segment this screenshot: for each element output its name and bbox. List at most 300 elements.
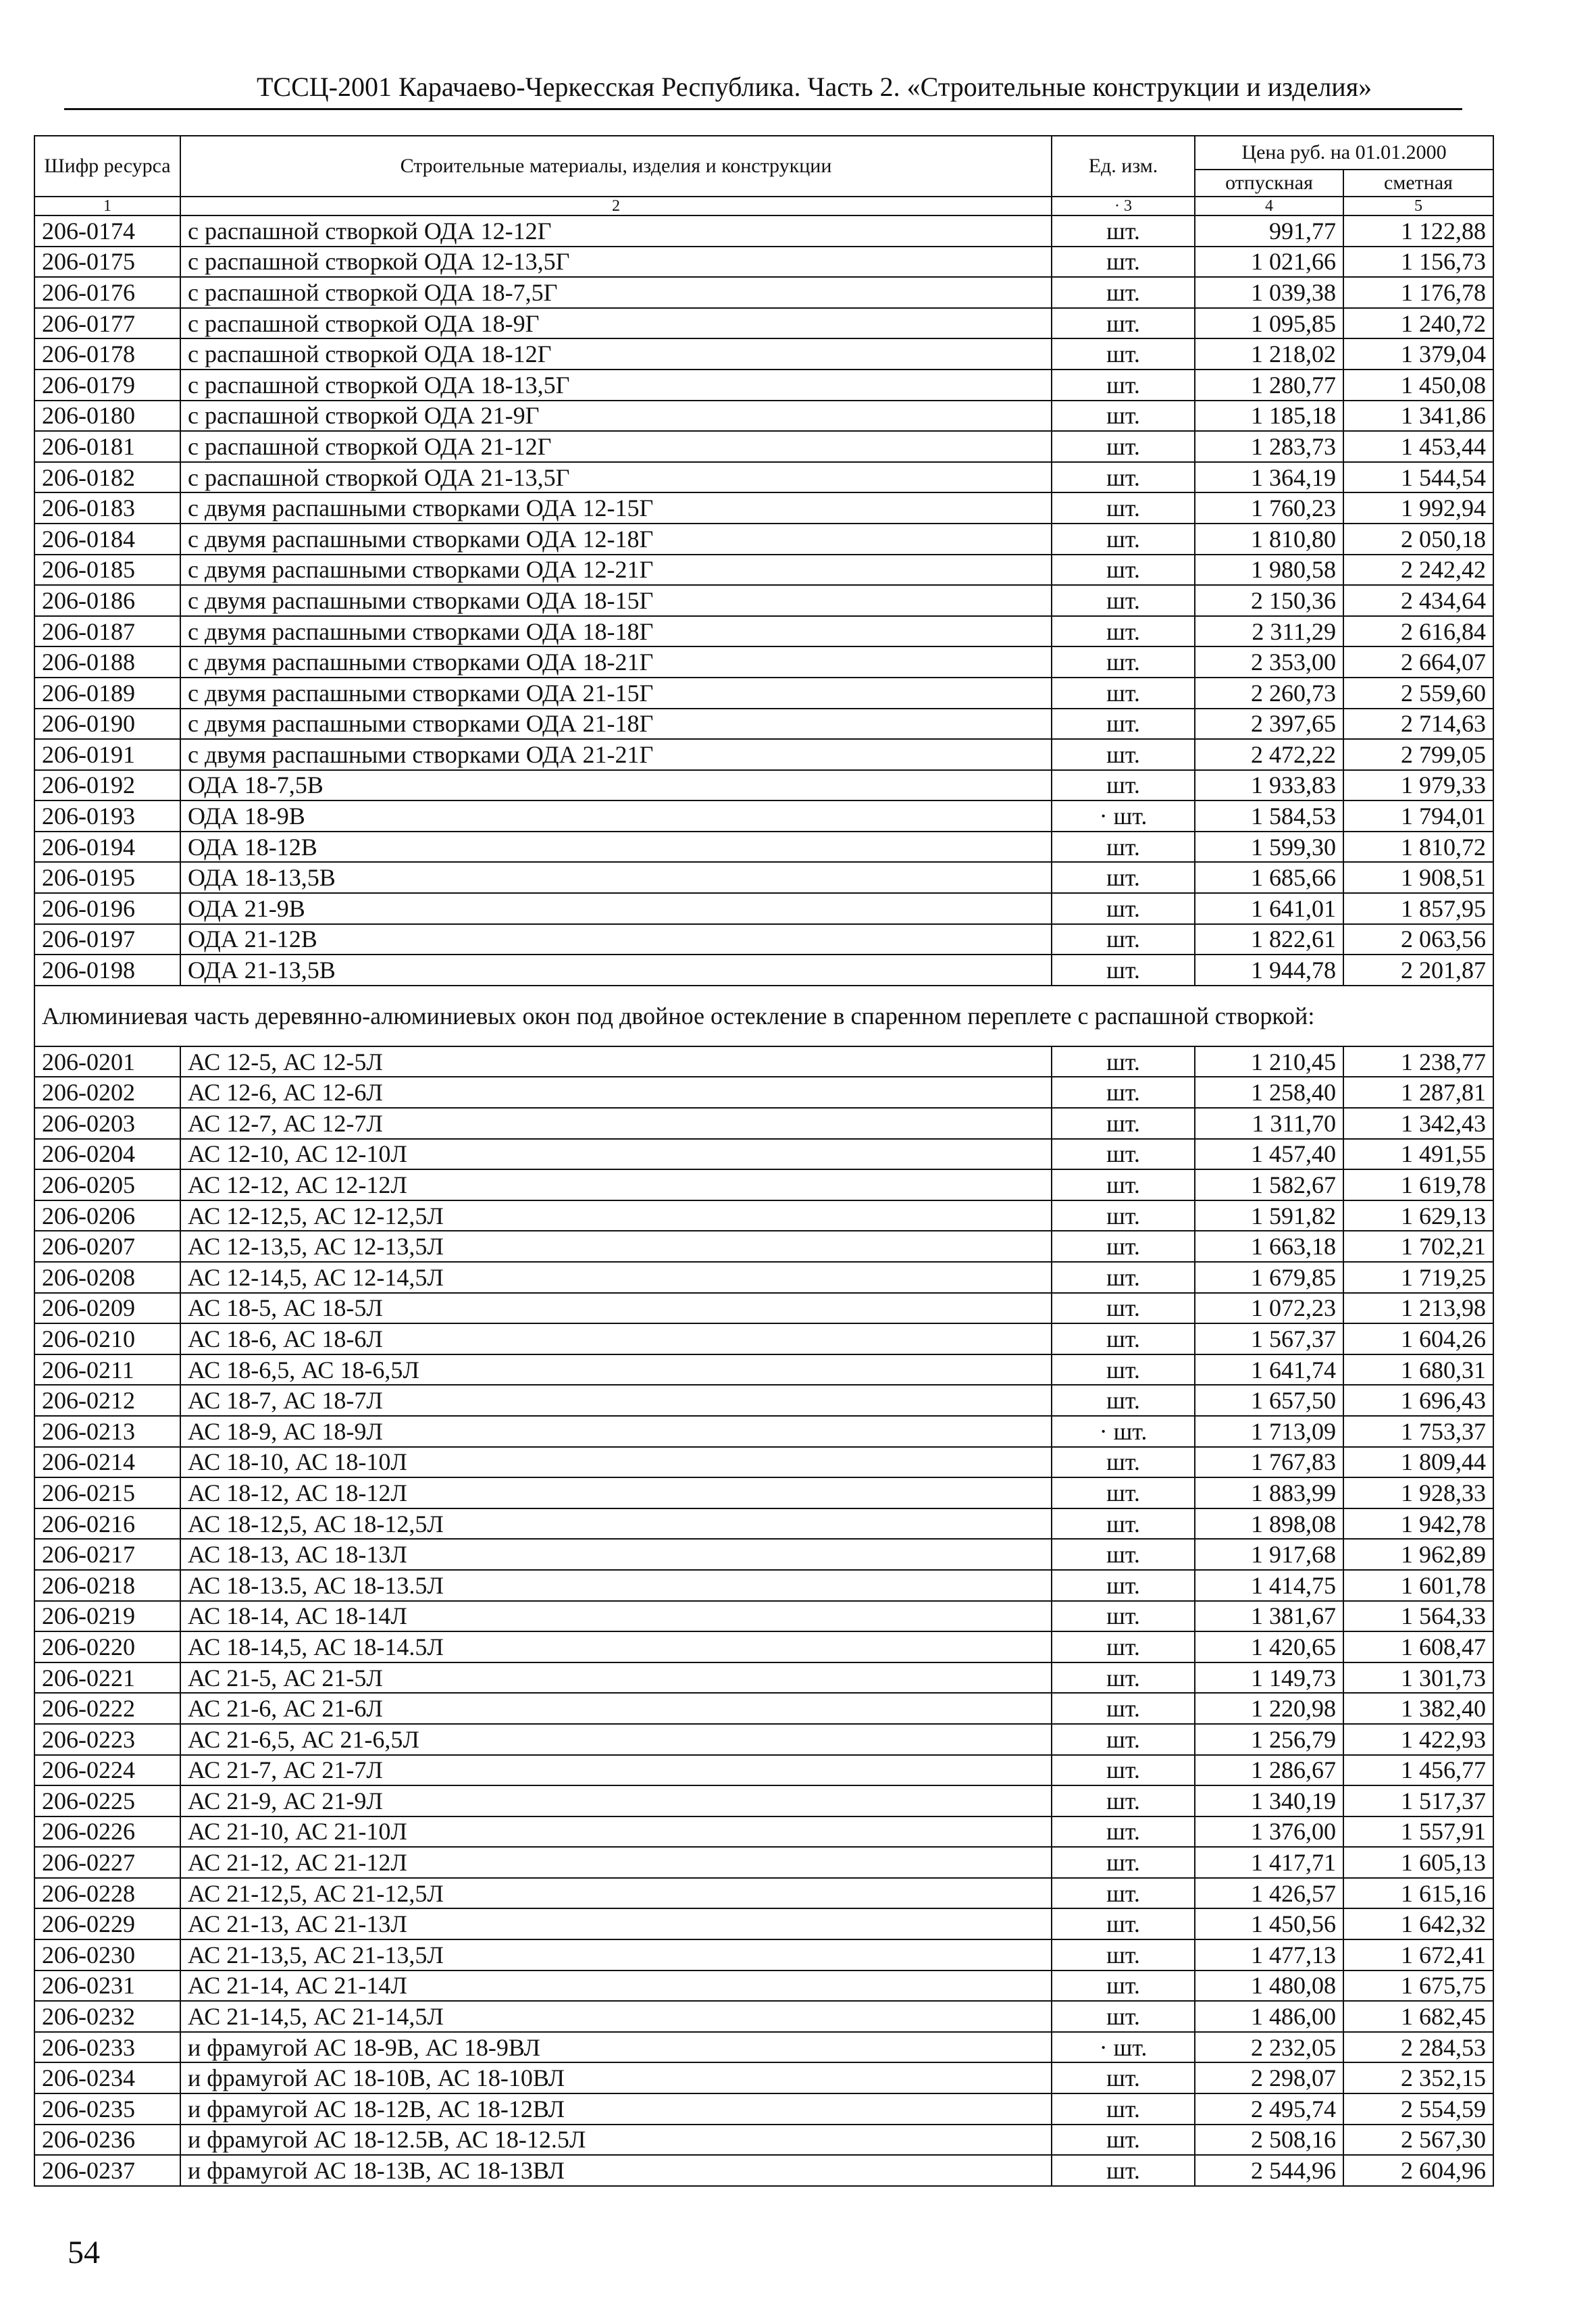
item-name: АС 21-6,5, АС 21-6,5Л (180, 1724, 1052, 1755)
item-name: АС 21-13, АС 21-13Л (180, 1908, 1052, 1939)
item-name: АС 18-7, АС 18-7Л (180, 1385, 1052, 1416)
release-price: 1 256,79 (1195, 1724, 1343, 1755)
release-price: 1 641,74 (1195, 1354, 1343, 1386)
table-row (34, 277, 1493, 308)
estimate-price: 1 619,78 (1343, 1169, 1493, 1200)
table-row (34, 1878, 1493, 1909)
item-name: с распашной створкой ОДА 18-7,5Г (180, 277, 1052, 308)
release-price: 1 944,78 (1195, 955, 1343, 986)
estimate-price: 1 287,81 (1343, 1077, 1493, 1108)
item-name: АС 18-12, АС 18-12Л (180, 1477, 1052, 1508)
resource-code: 206-0229 (34, 1908, 180, 1939)
resource-code: 206-0185 (34, 555, 180, 586)
estimate-price: 1 672,41 (1343, 1939, 1493, 1971)
release-price: 1 641,01 (1195, 893, 1343, 924)
release-price: 2 397,65 (1195, 709, 1343, 740)
estimate-price: 1 696,43 (1343, 1385, 1493, 1416)
table-row (34, 1262, 1493, 1293)
estimate-price: 1 702,21 (1343, 1231, 1493, 1262)
estimate-price: 1 557,91 (1343, 1816, 1493, 1848)
table-row (34, 1385, 1493, 1416)
resource-code: 206-0188 (34, 646, 180, 678)
release-price: 1 584,53 (1195, 800, 1343, 832)
item-name: АС 18-13, АС 18-13Л (180, 1539, 1052, 1570)
estimate-price: 1 213,98 (1343, 1293, 1493, 1324)
release-price: 1 477,13 (1195, 1939, 1343, 1971)
table-row (34, 800, 1493, 832)
estimate-price: 2 242,42 (1343, 555, 1493, 586)
unit: · шт. (1052, 800, 1195, 832)
table-row (34, 1539, 1493, 1570)
release-price: 1 599,30 (1195, 832, 1343, 863)
table-row (34, 1971, 1493, 2002)
unit: шт. (1052, 2062, 1195, 2093)
release-price: 1 185,18 (1195, 401, 1343, 432)
release-price: 2 508,16 (1195, 2125, 1343, 2156)
item-name: и фрамугой АС 18-10В, АС 18-10ВЛ (180, 2062, 1052, 2093)
release-price: 1 364,19 (1195, 462, 1343, 493)
table-row (34, 1847, 1493, 1878)
table-row (34, 524, 1493, 555)
resource-code: 206-0205 (34, 1169, 180, 1200)
estimate-price: 2 567,30 (1343, 2125, 1493, 2156)
resource-code: 206-0190 (34, 709, 180, 740)
item-name: с двумя распашными створками ОДА 21-15Г (180, 678, 1052, 709)
table-row (34, 1323, 1493, 1354)
unit: шт. (1052, 1539, 1195, 1570)
estimate-price: 1 379,04 (1343, 338, 1493, 370)
price-table (34, 135, 1494, 2187)
item-name: ОДА 21-12В (180, 924, 1052, 955)
unit: шт. (1052, 1693, 1195, 1724)
item-name: АС 12-14,5, АС 12-14,5Л (180, 1262, 1052, 1293)
table-row (34, 492, 1493, 524)
item-name: АС 21-7, АС 21-7Л (180, 1755, 1052, 1786)
estimate-price: 1 608,47 (1343, 1631, 1493, 1662)
table-row (34, 646, 1493, 678)
estimate-price: 1 605,13 (1343, 1847, 1493, 1878)
resource-code: 206-0209 (34, 1293, 180, 1324)
estimate-price: 1 928,33 (1343, 1477, 1493, 1508)
unit: шт. (1052, 1046, 1195, 1077)
unit: шт. (1052, 770, 1195, 801)
release-price: 1 980,58 (1195, 555, 1343, 586)
release-price: 1 426,57 (1195, 1878, 1343, 1909)
resource-code: 206-0232 (34, 2001, 180, 2032)
resource-code: 206-0235 (34, 2093, 180, 2125)
unit: шт. (1052, 1477, 1195, 1508)
release-price: 1 486,00 (1195, 2001, 1343, 2032)
release-price: 1 685,66 (1195, 862, 1343, 893)
unit: шт. (1052, 1385, 1195, 1416)
release-price: 2 472,22 (1195, 739, 1343, 770)
release-price: 1 917,68 (1195, 1539, 1343, 1570)
header-unit: Ед. изм. (1052, 136, 1195, 197)
unit: шт. (1052, 1755, 1195, 1786)
unit: шт. (1052, 2093, 1195, 2125)
resource-code: 206-0224 (34, 1755, 180, 1786)
release-price: 1 760,23 (1195, 492, 1343, 524)
item-name: ОДА 18-13,5В (180, 862, 1052, 893)
unit: шт. (1052, 1262, 1195, 1293)
resource-code: 206-0202 (34, 1077, 180, 1108)
resource-code: 206-0222 (34, 1693, 180, 1724)
resource-code: 206-0214 (34, 1447, 180, 1478)
unit: шт. (1052, 2155, 1195, 2186)
resource-code: 206-0231 (34, 1971, 180, 2002)
table-row (34, 2032, 1493, 2063)
unit: шт. (1052, 431, 1195, 462)
unit: шт. (1052, 585, 1195, 616)
estimate-price: 1 422,93 (1343, 1724, 1493, 1755)
release-price: 1 286,67 (1195, 1755, 1343, 1786)
item-name: АС 18-5, АС 18-5Л (180, 1293, 1052, 1324)
resource-code: 206-0212 (34, 1385, 180, 1416)
release-price: 1 657,50 (1195, 1385, 1343, 1416)
table-row (34, 1662, 1493, 1694)
table-row (34, 1755, 1493, 1786)
header-name: Строительные материалы, изделия и конструкции (180, 136, 1052, 197)
release-price: 1 679,85 (1195, 1262, 1343, 1293)
resource-code: 206-0186 (34, 585, 180, 616)
item-name: АС 18-12,5, АС 18-12,5Л (180, 1508, 1052, 1540)
column-number: 4 (1195, 197, 1343, 215)
item-name: АС 18-13.5, АС 18-13.5Л (180, 1570, 1052, 1601)
estimate-price: 2 714,63 (1343, 709, 1493, 740)
release-price: 2 311,29 (1195, 616, 1343, 647)
release-price: 2 232,05 (1195, 2032, 1343, 2063)
release-price: 1 258,40 (1195, 1077, 1343, 1108)
estimate-price: 1 857,95 (1343, 893, 1493, 924)
table-row (34, 2062, 1493, 2093)
item-name: АС 18-10, АС 18-10Л (180, 1447, 1052, 1478)
estimate-price: 2 559,60 (1343, 678, 1493, 709)
release-price: 2 544,96 (1195, 2155, 1343, 2186)
resource-code: 206-0204 (34, 1139, 180, 1170)
page-header: ТССЦ-2001 Карачаево-Черкесская Республика. Часть 2. «Строительные конструкции и изделия» (257, 72, 1372, 102)
table-row (34, 1785, 1493, 1816)
release-price: 1 822,61 (1195, 924, 1343, 955)
header-code: Шифр ресурса (34, 136, 180, 197)
estimate-price: 1 341,86 (1343, 401, 1493, 432)
table-row (34, 2155, 1493, 2186)
unit: шт. (1052, 1662, 1195, 1694)
estimate-price: 1 753,37 (1343, 1416, 1493, 1447)
item-name: с распашной створкой ОДА 18-12Г (180, 338, 1052, 370)
release-price: 1 883,99 (1195, 1477, 1343, 1508)
table-row (34, 1231, 1493, 1262)
estimate-price: 1 942,78 (1343, 1508, 1493, 1540)
resource-code: 206-0178 (34, 338, 180, 370)
unit: шт. (1052, 1200, 1195, 1231)
resource-code: 206-0176 (34, 277, 180, 308)
estimate-price: 2 604,96 (1343, 2155, 1493, 2186)
estimate-price: 2 664,07 (1343, 646, 1493, 678)
estimate-price: 1 719,25 (1343, 1262, 1493, 1293)
estimate-price: 1 564,33 (1343, 1601, 1493, 1632)
unit: шт. (1052, 1169, 1195, 1200)
release-price: 2 260,73 (1195, 678, 1343, 709)
table-row (34, 1169, 1493, 1200)
table-body (34, 215, 1493, 2186)
resource-code: 206-0234 (34, 2062, 180, 2093)
page-number: 54 (68, 2235, 100, 2270)
unit: шт. (1052, 370, 1195, 401)
header-estimate: сметная (1343, 170, 1493, 197)
unit: шт. (1052, 1631, 1195, 1662)
item-name: АС 21-12,5, АС 21-12,5Л (180, 1878, 1052, 1909)
resource-code: 206-0228 (34, 1878, 180, 1909)
unit: шт. (1052, 215, 1195, 247)
item-name: АС 21-13,5, АС 21-13,5Л (180, 1939, 1052, 1971)
resource-code: 206-0174 (34, 215, 180, 247)
estimate-price: 1 122,88 (1343, 215, 1493, 247)
estimate-price: 1 810,72 (1343, 832, 1493, 863)
estimate-price: 1 680,31 (1343, 1354, 1493, 1386)
table-row (34, 1570, 1493, 1601)
estimate-price: 1 156,73 (1343, 247, 1493, 278)
table-row (34, 616, 1493, 647)
item-name: с двумя распашными створками ОДА 12-21Г (180, 555, 1052, 586)
estimate-price: 1 615,16 (1343, 1878, 1493, 1909)
unit: шт. (1052, 646, 1195, 678)
estimate-price: 1 240,72 (1343, 308, 1493, 339)
release-price: 2 298,07 (1195, 2062, 1343, 2093)
unit: шт. (1052, 1939, 1195, 1971)
column-number: 5 (1343, 197, 1493, 215)
unit: шт. (1052, 1354, 1195, 1386)
resource-code: 206-0203 (34, 1108, 180, 1139)
estimate-price: 1 453,44 (1343, 431, 1493, 462)
unit: шт. (1052, 1785, 1195, 1816)
release-price: 1 567,37 (1195, 1323, 1343, 1354)
unit: шт. (1052, 832, 1195, 863)
resource-code: 206-0216 (34, 1508, 180, 1540)
item-name: с двумя распашными створками ОДА 21-21Г (180, 739, 1052, 770)
resource-code: 206-0201 (34, 1046, 180, 1077)
resource-code: 206-0206 (34, 1200, 180, 1231)
unit: шт. (1052, 1077, 1195, 1108)
item-name: с двумя распашными створками ОДА 12-15Г (180, 492, 1052, 524)
unit: шт. (1052, 338, 1195, 370)
item-name: с распашной створкой ОДА 12-13,5Г (180, 247, 1052, 278)
unit: шт. (1052, 1724, 1195, 1755)
table-row (34, 1724, 1493, 1755)
table-row (34, 401, 1493, 432)
table-row (34, 893, 1493, 924)
unit: шт. (1052, 1108, 1195, 1139)
estimate-price: 2 050,18 (1343, 524, 1493, 555)
release-price: 1 210,45 (1195, 1046, 1343, 1077)
estimate-price: 2 616,84 (1343, 616, 1493, 647)
resource-code: 206-0236 (34, 2125, 180, 2156)
table-row (34, 247, 1493, 278)
item-name: ОДА 21-13,5В (180, 955, 1052, 986)
unit: шт. (1052, 1293, 1195, 1324)
estimate-price: 1 176,78 (1343, 277, 1493, 308)
resource-code: 206-0213 (34, 1416, 180, 1447)
unit: шт. (1052, 616, 1195, 647)
resource-code: 206-0221 (34, 1662, 180, 1694)
estimate-price: 2 063,56 (1343, 924, 1493, 955)
unit: шт. (1052, 1971, 1195, 2002)
unit: шт. (1052, 1570, 1195, 1601)
resource-code: 206-0192 (34, 770, 180, 801)
table-row (34, 1631, 1493, 1662)
estimate-price: 1 908,51 (1343, 862, 1493, 893)
table-row (34, 1508, 1493, 1540)
resource-code: 206-0193 (34, 800, 180, 832)
estimate-price: 1 342,43 (1343, 1108, 1493, 1139)
estimate-price: 1 675,75 (1343, 1971, 1493, 2002)
header-rule (64, 108, 1462, 110)
item-name: АС 21-10, АС 21-10Л (180, 1816, 1052, 1848)
column-number-row (34, 197, 1493, 215)
release-price: 1 072,23 (1195, 1293, 1343, 1324)
unit: шт. (1052, 1847, 1195, 1878)
estimate-price: 1 629,13 (1343, 1200, 1493, 1231)
item-name: с двумя распашными створками ОДА 18-15Г (180, 585, 1052, 616)
table-row (34, 832, 1493, 863)
resource-code: 206-0183 (34, 492, 180, 524)
table-row (34, 1601, 1493, 1632)
table-row (34, 338, 1493, 370)
item-name: ОДА 21-9В (180, 893, 1052, 924)
release-price: 1 420,65 (1195, 1631, 1343, 1662)
item-name: с распашной створкой ОДА 18-13,5Г (180, 370, 1052, 401)
item-name: АС 21-5, АС 21-5Л (180, 1662, 1052, 1694)
release-price: 1 021,66 (1195, 247, 1343, 278)
estimate-price: 1 544,54 (1343, 462, 1493, 493)
item-name: АС 18-14,5, АС 18-14.5Л (180, 1631, 1052, 1662)
estimate-price: 1 962,89 (1343, 1539, 1493, 1570)
release-price: 991,77 (1195, 215, 1343, 247)
estimate-price: 1 604,26 (1343, 1323, 1493, 1354)
item-name: ОДА 18-9В (180, 800, 1052, 832)
release-price: 1 340,19 (1195, 1785, 1343, 1816)
release-price: 1 311,70 (1195, 1108, 1343, 1139)
resource-code: 206-0217 (34, 1539, 180, 1570)
section-title: Алюминиевая часть деревянно-алюминиевых окон под двойное остекление в спаренном переплете с распашной створкой: (34, 986, 1493, 1046)
item-name: с распашной створкой ОДА 21-9Г (180, 401, 1052, 432)
item-name: АС 21-14, АС 21-14Л (180, 1971, 1052, 2002)
unit: · шт. (1052, 2032, 1195, 2063)
release-price: 1 149,73 (1195, 1662, 1343, 1694)
resource-code: 206-0237 (34, 2155, 180, 2186)
unit: шт. (1052, 924, 1195, 955)
table-row (34, 709, 1493, 740)
item-name: АС 18-6, АС 18-6Л (180, 1323, 1052, 1354)
table-row (34, 1908, 1493, 1939)
header-release: отпускная (1195, 170, 1343, 197)
estimate-price: 1 301,73 (1343, 1662, 1493, 1694)
table-row (34, 1354, 1493, 1386)
item-name: АС 12-12, АС 12-12Л (180, 1169, 1052, 1200)
estimate-price: 1 382,40 (1343, 1693, 1493, 1724)
estimate-price: 1 809,44 (1343, 1447, 1493, 1478)
unit: шт. (1052, 678, 1195, 709)
estimate-price: 2 434,64 (1343, 585, 1493, 616)
item-name: с распашной створкой ОДА 18-9Г (180, 308, 1052, 339)
resource-code: 206-0230 (34, 1939, 180, 1971)
resource-code: 206-0194 (34, 832, 180, 863)
resource-code: 206-0182 (34, 462, 180, 493)
item-name: с двумя распашными створками ОДА 12-18Г (180, 524, 1052, 555)
estimate-price: 1 601,78 (1343, 1570, 1493, 1601)
estimate-price: 2 201,87 (1343, 955, 1493, 986)
table-row (34, 739, 1493, 770)
unit: шт. (1052, 492, 1195, 524)
resource-code: 206-0233 (34, 2032, 180, 2063)
unit: шт. (1052, 462, 1195, 493)
unit: шт. (1052, 1139, 1195, 1170)
release-price: 1 591,82 (1195, 1200, 1343, 1231)
unit: · шт. (1052, 1416, 1195, 1447)
table-row (34, 1447, 1493, 1478)
table-row (34, 1046, 1493, 1077)
item-name: и фрамугой АС 18-13В, АС 18-13ВЛ (180, 2155, 1052, 2186)
table-row (34, 370, 1493, 401)
estimate-price: 2 284,53 (1343, 2032, 1493, 2063)
resource-code: 206-0184 (34, 524, 180, 555)
release-price: 2 150,36 (1195, 585, 1343, 616)
release-price: 1 480,08 (1195, 1971, 1343, 2002)
resource-code: 206-0226 (34, 1816, 180, 1848)
item-name: ОДА 18-7,5В (180, 770, 1052, 801)
release-price: 1 582,67 (1195, 1169, 1343, 1200)
unit: шт. (1052, 524, 1195, 555)
item-name: АС 12-13,5, АС 12-13,5Л (180, 1231, 1052, 1262)
table-row (34, 215, 1493, 247)
table-row (34, 1416, 1493, 1447)
estimate-price: 1 517,37 (1343, 1785, 1493, 1816)
release-price: 1 283,73 (1195, 431, 1343, 462)
column-number: 1 (34, 197, 180, 215)
table-row (34, 2001, 1493, 2032)
section-row (34, 986, 1493, 1046)
item-name: с двумя распашными створками ОДА 18-21Г (180, 646, 1052, 678)
item-name: АС 12-12,5, АС 12-12,5Л (180, 1200, 1052, 1231)
table-row (34, 308, 1493, 339)
release-price: 2 353,00 (1195, 646, 1343, 678)
table-row (34, 678, 1493, 709)
release-price: 1 218,02 (1195, 338, 1343, 370)
resource-code: 206-0195 (34, 862, 180, 893)
column-number: 2 (180, 197, 1052, 215)
unit: шт. (1052, 247, 1195, 278)
unit: шт. (1052, 709, 1195, 740)
table-row (34, 585, 1493, 616)
table-row (34, 770, 1493, 801)
column-number: · 3 (1052, 197, 1195, 215)
resource-code: 206-0177 (34, 308, 180, 339)
unit: шт. (1052, 1878, 1195, 1909)
estimate-price: 1 238,77 (1343, 1046, 1493, 1077)
table-row (34, 1477, 1493, 1508)
unit: шт. (1052, 277, 1195, 308)
table-row (34, 955, 1493, 986)
item-name: АС 18-6,5, АС 18-6,5Л (180, 1354, 1052, 1386)
release-price: 1 381,67 (1195, 1601, 1343, 1632)
table-row (34, 862, 1493, 893)
release-price: 1 414,75 (1195, 1570, 1343, 1601)
item-name: и фрамугой АС 18-12.5В, АС 18-12.5Л (180, 2125, 1052, 2156)
item-name: и фрамугой АС 18-12В, АС 18-12ВЛ (180, 2093, 1052, 2125)
table-row (34, 1293, 1493, 1324)
release-price: 1 457,40 (1195, 1139, 1343, 1170)
item-name: ОДА 18-12В (180, 832, 1052, 863)
item-name: АС 12-5, АС 12-5Л (180, 1046, 1052, 1077)
